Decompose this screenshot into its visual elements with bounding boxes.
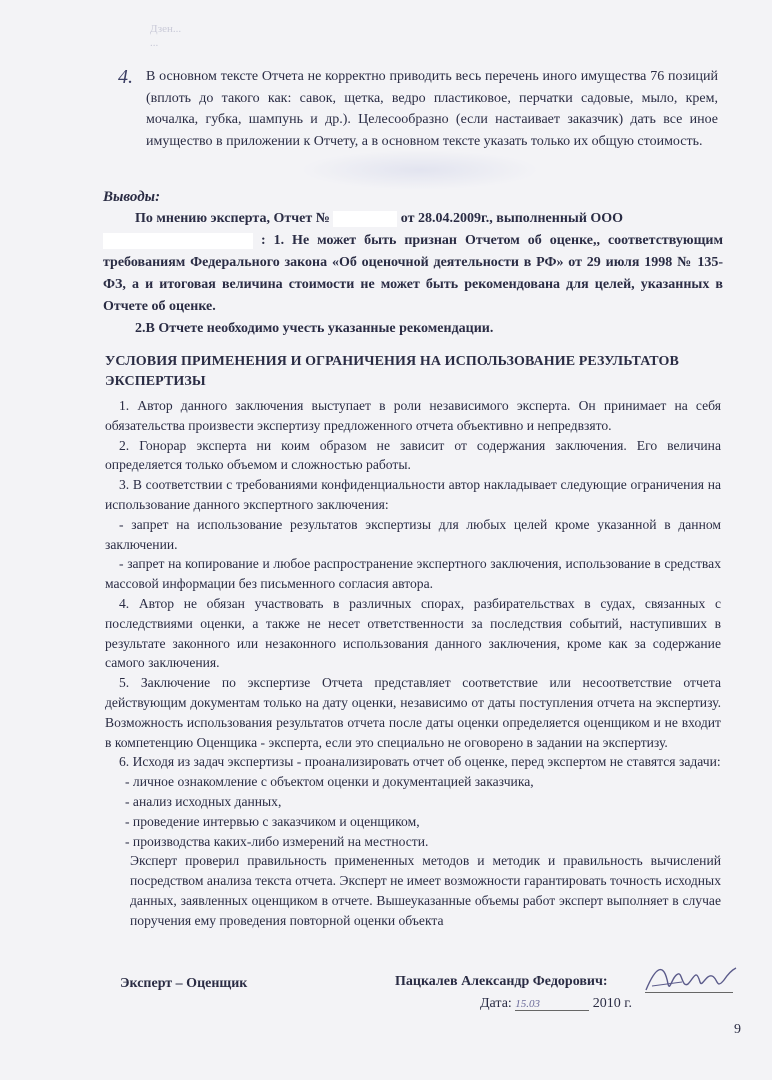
task-item: - проведение интервью с заказчиком и оценщиком, [125,813,420,829]
condition-1: 1. Автор данного заключения выступает в роли независимого эксперта. Он принимает на себя обязательства произвести экспертизу предложенного отчета объективно и непредвзято. [105,398,721,433]
condition-2: 2. Гонорар эксперта ни коим образом не зависит от содержания заключения. Его величина определяется только объемом и сложностью работы. [105,437,721,473]
task-item: - анализ исходных данных, [125,793,282,809]
conclusions-heading: Выводы: [103,189,161,205]
redacted-company-name [103,233,253,249]
conclusions-block [103,186,723,340]
condition-3a: - запрет на использование результатов экспертизы для любых целей кроме указанной в данном заключении. [105,516,721,552]
item-text: В основном тексте Отчета не корректно приводить весь перечень иного имущества 76 позиций (вплоть до такого как: савок, щетка, ведро пластиковое, перчатки садовые, мыло, крем, мочалка, губка, шампунь и др.). Целесообразно (если настаивает заказчик) дать все иное имущество в приложении к Отчету, а в основном тексте указать только их общую стоимость. [146,69,718,149]
task-item: - производства каких-либо измерений на местности. [125,833,429,849]
condition-5: 5. Заключение по экспертизе Отчета представляет соответствие или несоответствие отчета действующим документам только на дату оценки, независимо от даты поступления отчета на экспертизу. Возможность использования результатов отчета после даты оценки определяется оценщиком и не входит в компетенцию Оценщика - эксперта, если это специально не оговорено в задании на экспертизу. [105,675,721,750]
conclusion-paragraph-2: 2.В Отчете необходимо учесть указанные рекомендации. [135,321,494,336]
handwritten-signature [642,956,738,1000]
handwritten-date: 15.03 [515,998,589,1011]
expert-role: Эксперт – Оценщик [120,976,248,991]
condition-6: 6. Исходя из задач экспертизы - проанализировать отчет об оценке, перед экспертом не ставятся задачи: [119,754,721,770]
section-title: УСЛОВИЯ ПРИМЕНЕНИЯ И ОГРАНИЧЕНИЯ НА ИСПОЛЬЗОВАНИЕ РЕЗУЛЬТАТОВ ЭКСПЕРТИЗЫ [105,354,679,389]
conditions-list [105,396,721,931]
condition-3b: - запрет на копирование и любое распространение экспертного заключения, использование в средствах массовой информации без письменного согласия автора. [105,556,721,592]
page-number: 9 [734,1022,741,1037]
signature-block [120,966,740,1026]
item-number: 4. [118,66,133,88]
bleed-line: ... [150,37,159,49]
faint-stamp-mark [300,150,540,190]
expert-name: Пацкалев Александр Федорович: [395,974,608,989]
date-field: Дата: 15.03 2010 г. [480,996,632,1011]
task-item: - личное ознакомление с объектом оценки и документацией заказчика, [125,774,534,790]
condition-3: 3. В соответствии с требованиями конфиденциальности автор накладывает следующие ограничения на использование данного экспертного заключения: [105,477,721,512]
condition-4: 4. Автор не обязан участвовать в различных спорах, разбирательствах в судах, связанных с последствиями оценки, а также не несет ответственности за последствия событий, наступивших в результате законного или незаконного использования данного заключения, кроме как за содержание самого заключения. [105,595,721,671]
bleed-line: Дзен... [150,23,182,35]
conclusion-paragraph-1: По мнению эксперта, Отчет № от 28.04.2009г., выполненный ООО : 1. Не может быть признан Отчетом об оценке,, соответствующим требованиям Федерального закона «Об оценочной деятельности в РФ» от 29 июля 1998 № 135-ФЗ, а и итоговая величина стоимости не может быть рекомендована для целей, указанных в Отчете об оценке. [103,211,723,314]
recommendation-item-4 [118,66,718,152]
bleed-through-text [150,22,260,72]
redacted-report-number [333,211,397,227]
expert-statement: Эксперт проверил правильность примененных методов и методик и правильность вычислений посредством анализа текста отчета. Эксперт не имеет возможности гарантировать точность исходных данных, заявленных оценщиком в отчете. Вышеуказанные объемы работ эксперт выполняет в случае поручения ему проведения повторной оценки объекта [130,853,721,928]
